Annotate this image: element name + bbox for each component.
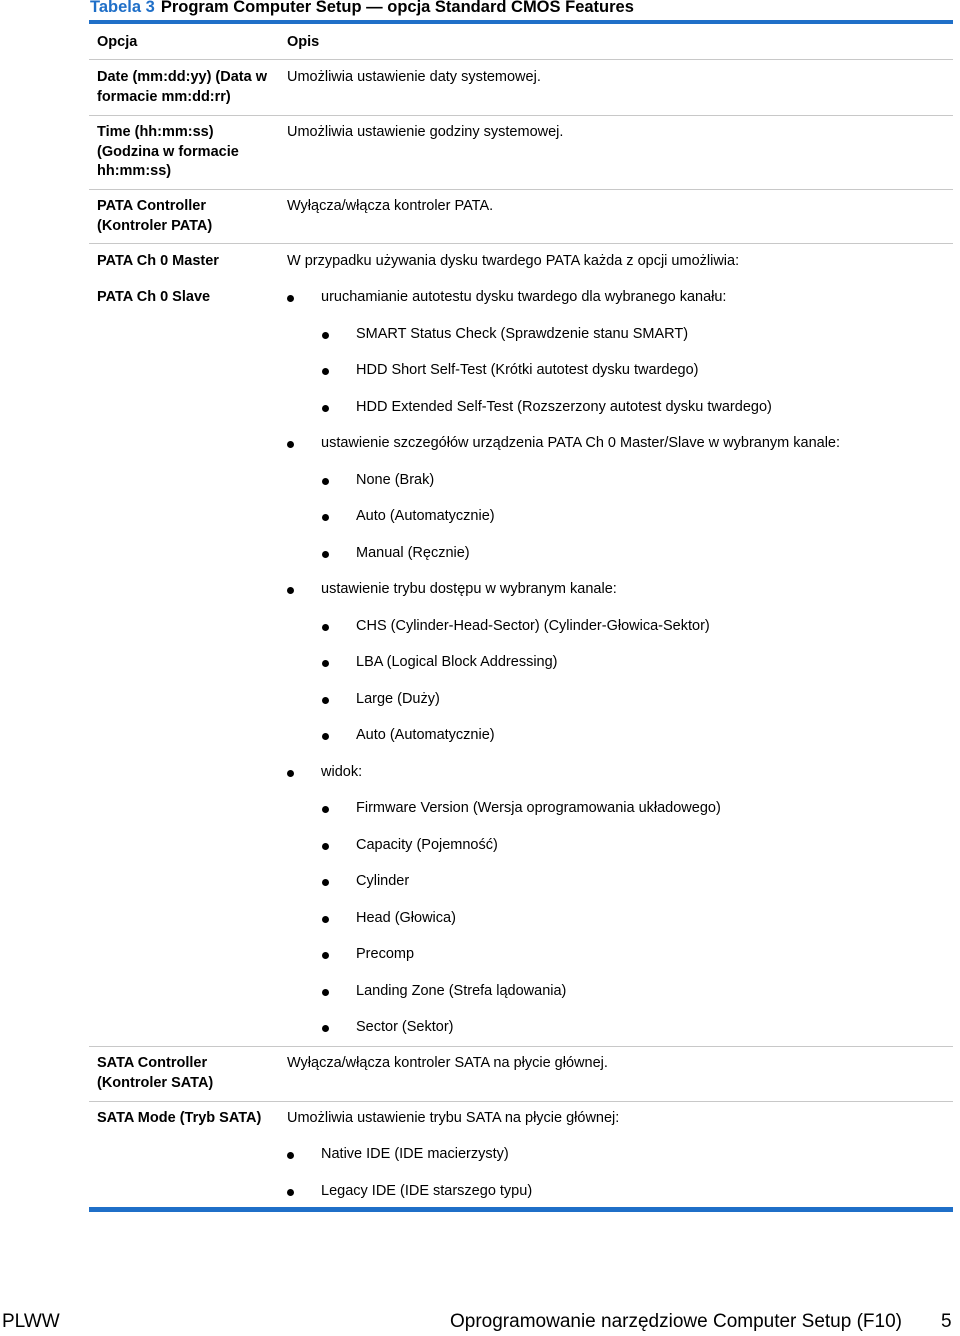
list-item: HDD Extended Self-Test (Rozszerzony autotest dysku twardego): [356, 399, 772, 415]
option-date: Date (mm:dd:yy) (Data w formacie mm:dd:rr): [97, 69, 267, 105]
bullet-icon: [322, 952, 329, 959]
list-item: HDD Short Self-Test (Krótki autotest dysku twardego): [356, 362, 699, 378]
list-item: SMART Status Check (Sprawdzenie stanu SMART): [356, 326, 689, 342]
list-item: Cylinder: [356, 873, 410, 889]
description-pata-controller: Wyłącza/włącza kontroler PATA.: [287, 198, 494, 214]
bullet-icon: [322, 624, 329, 631]
bullet-icon: [322, 405, 329, 412]
footer-title: Oprogramowanie narzędziowe Computer Setup (F10): [450, 1311, 902, 1332]
description-pata-channel: W przypadku używania dysku twardego PATA każda z opcji umożliwia:: [287, 253, 740, 269]
list-item: ustawienie szczegółów urządzenia PATA Ch 0 Master/Slave w wybranym kanale:: [321, 435, 841, 451]
bullet-icon: [287, 1152, 294, 1159]
bullet-icon: [287, 587, 294, 594]
option-sata-controller: SATA Controller (Kontroler SATA): [97, 1055, 214, 1091]
page-number: 5: [941, 1311, 952, 1332]
bullet-icon: [287, 441, 294, 448]
bullet-icon: [322, 660, 329, 667]
list-item: Native IDE (IDE macierzysty): [321, 1146, 509, 1162]
list-item: Legacy IDE (IDE starszego typu): [321, 1183, 533, 1199]
bullet-icon: [287, 770, 294, 777]
list-item: Manual (Ręcznie): [356, 545, 470, 561]
table-top-rule: [89, 20, 953, 24]
row-divider: [89, 1046, 953, 1047]
table-caption: [90, 0, 634, 17]
list-item: Firmware Version (Wersja oprogramowania układowego): [356, 800, 721, 816]
bullet-icon: [322, 733, 329, 740]
description-sata-controller: Wyłącza/włącza kontroler SATA na płycie głównej.: [287, 1055, 608, 1071]
list-item: Landing Zone (Strefa lądowania): [356, 983, 567, 999]
bullet-icon: [322, 916, 329, 923]
bullet-icon: [322, 879, 329, 886]
header-option: Opcja: [97, 34, 138, 50]
bullet-icon: [322, 989, 329, 996]
list-item: Large (Duży): [356, 691, 440, 707]
list-item: widok:: [321, 764, 363, 780]
description-sata-mode: Umożliwia ustawienie trybu SATA na płycie głównej:: [287, 1110, 620, 1126]
option-sata-mode: SATA Mode (Tryb SATA): [97, 1110, 262, 1126]
list-item: Precomp: [356, 946, 415, 962]
bullet-icon: [322, 697, 329, 704]
option-pata-ch0-master: PATA Ch 0 Master: [97, 253, 219, 269]
bullet-icon: [287, 295, 294, 302]
option-pata-ch0-slave: PATA Ch 0 Slave: [97, 289, 211, 305]
table-number: Tabela 3: [90, 0, 155, 16]
bullet-icon: [322, 332, 329, 339]
option-time: Time (hh:mm:ss) (Godzina w formacie hh:mm:ss): [97, 124, 239, 179]
bullet-icon: [322, 478, 329, 485]
bullet-icon: [322, 1025, 329, 1032]
table-title: Program Computer Setup — opcja Standard CMOS Features: [160, 0, 634, 16]
row-divider: [89, 59, 953, 60]
header-description: Opis: [287, 34, 320, 50]
list-item: Auto (Automatycznie): [356, 508, 495, 524]
bullet-icon: [322, 806, 329, 813]
list-item: ustawienie trybu dostępu w wybranym kanale:: [321, 581, 617, 597]
description-time: Umożliwia ustawienie godziny systemowej.: [287, 124, 564, 140]
row-divider: [89, 1101, 953, 1102]
list-item: LBA (Logical Block Addressing): [356, 654, 558, 670]
row-divider: [89, 243, 953, 244]
bullet-icon: [322, 843, 329, 850]
bullet-icon: [322, 551, 329, 558]
row-divider: [89, 115, 953, 116]
footer-code: PLWW: [2, 1311, 60, 1332]
row-divider: [89, 189, 953, 190]
bullet-icon: [287, 1189, 294, 1196]
description-date: Umożliwia ustawienie daty systemowej.: [287, 69, 541, 85]
list-item: Capacity (Pojemność): [356, 837, 498, 853]
list-item: Auto (Automatycznie): [356, 727, 495, 743]
option-pata-controller: PATA Controller (Kontroler PATA): [97, 198, 213, 234]
table-bottom-rule: [89, 1207, 953, 1212]
bullet-icon: [322, 368, 329, 375]
list-item: None (Brak): [356, 472, 435, 488]
list-item: Head (Głowica): [356, 910, 456, 926]
list-item: CHS (Cylinder-Head-Sector) (Cylinder-Głowica-Sektor): [356, 618, 710, 634]
bullet-icon: [322, 514, 329, 521]
list-item: uruchamianie autotestu dysku twardego dla wybranego kanału:: [321, 289, 727, 305]
list-item: Sector (Sektor): [356, 1019, 454, 1035]
